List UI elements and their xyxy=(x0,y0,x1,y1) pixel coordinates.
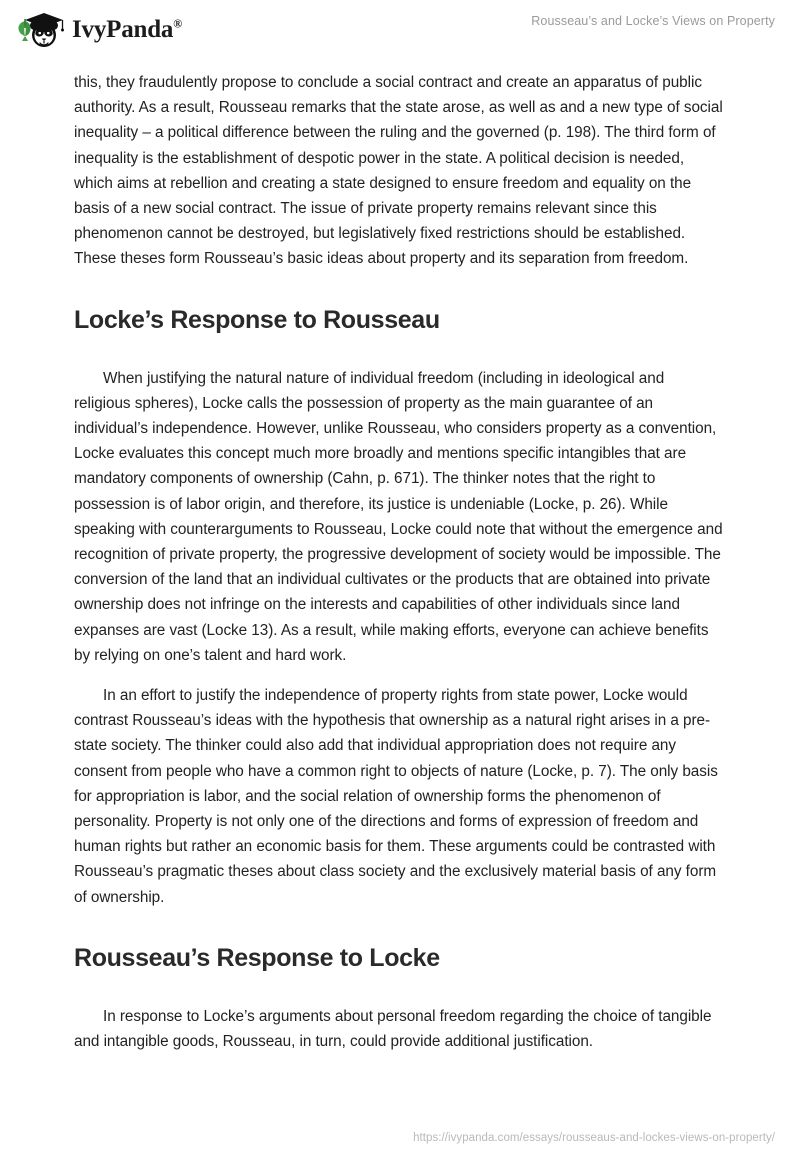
document-body xyxy=(74,70,724,1054)
spacer xyxy=(74,973,724,1004)
paragraph-4: In response to Locke’s arguments about personal freedom regarding the choice of tangible and intangible goods, Rousseau, in turn, could provide additional justification. xyxy=(74,1007,712,1051)
paragraph-2: When justifying the natural nature of individual freedom (including in ideological and religious spheres), Locke calls the possession of property as the main guarantee of an individual’s independence. However, unlike Rousseau, who considers property as a convention, Locke evaluates this concept much more broadly and mentions specific intangibles that are mandatory components of ownership (Cahn, p. 671). The thinker notes that the right to possession is of labor origin, and therefore, its justice is undeniable (Locke, p. 26). While speaking with counterarguments to Rousseau, Locke could note that without the emergence and recognition of private property, the progressive development of society would be impossible. The conversion of the land that an individual cultivates or the products that are obtained into private ownership does not infringe on the interests and capabilities of other individuals since land expanses are vast (Locke 13). As a result, while making efforts, everyone can achieve benefits by relying on one’s talent and hard work. xyxy=(74,369,723,664)
page-footer xyxy=(0,1116,800,1160)
section-heading-lockes-response: Locke’s Response to Rousseau xyxy=(74,305,440,334)
spacer xyxy=(74,910,724,943)
spacer xyxy=(74,272,724,305)
footer-source-url[interactable]: https://ivypanda.com/essays/rousseaus-and-lockes-views-on-property/ xyxy=(413,1132,775,1144)
brand-name: IvyPanda® xyxy=(72,15,182,43)
document-header-title: Rousseau’s and Locke’s Views on Property xyxy=(531,14,775,28)
brand-logo-group[interactable] xyxy=(14,7,182,51)
panda-graduate-logo-icon xyxy=(14,8,66,50)
paragraph-3: In an effort to justify the independence of property rights from state power, Locke would contrast Rousseau’s ideas with the hypothesis that ownership as a natural right arises in a pre-state society. The thinker could also add that individual appropriation does not require any consent from people who have a common right to objects of nature (Locke, p. 7). The only basis for appropriation is labor, and the social relation of ownership forms the phenomenon of personality. Property is not only one of the directions and forms of expression of freedom and human rights but rather an economic basis for them. These arguments could be contrasted with Rousseau’s pragmatic theses about class society and the exclusively material basis of any form of ownership. xyxy=(74,687,718,906)
section-heading-rousseaus-response: Rousseau’s Response to Locke xyxy=(74,943,440,972)
registered-trademark-icon: ® xyxy=(173,16,182,31)
page-header xyxy=(0,0,800,58)
paragraph-1: this, they fraudulently propose to conclude a social contract and create an apparatus of public authority. As a result, Rousseau remarks that the state arose, as well as and a new type of social inequality – a political difference between the ruling and the governed (p. 198). The third form of inequality is the establishment of despotic power in the state. A political decision is needed, which aims at rebellion and creating a state designed to ensure freedom and equality on the basis of a new social contract. The issue of private property remains relevant since this phenomenon cannot be destroyed, but legislatively fixed restrictions should be established. These theses form Rousseau’s basic ideas about property and its separation from freedom. xyxy=(74,74,723,268)
spacer xyxy=(74,335,724,366)
spacer xyxy=(74,668,724,683)
